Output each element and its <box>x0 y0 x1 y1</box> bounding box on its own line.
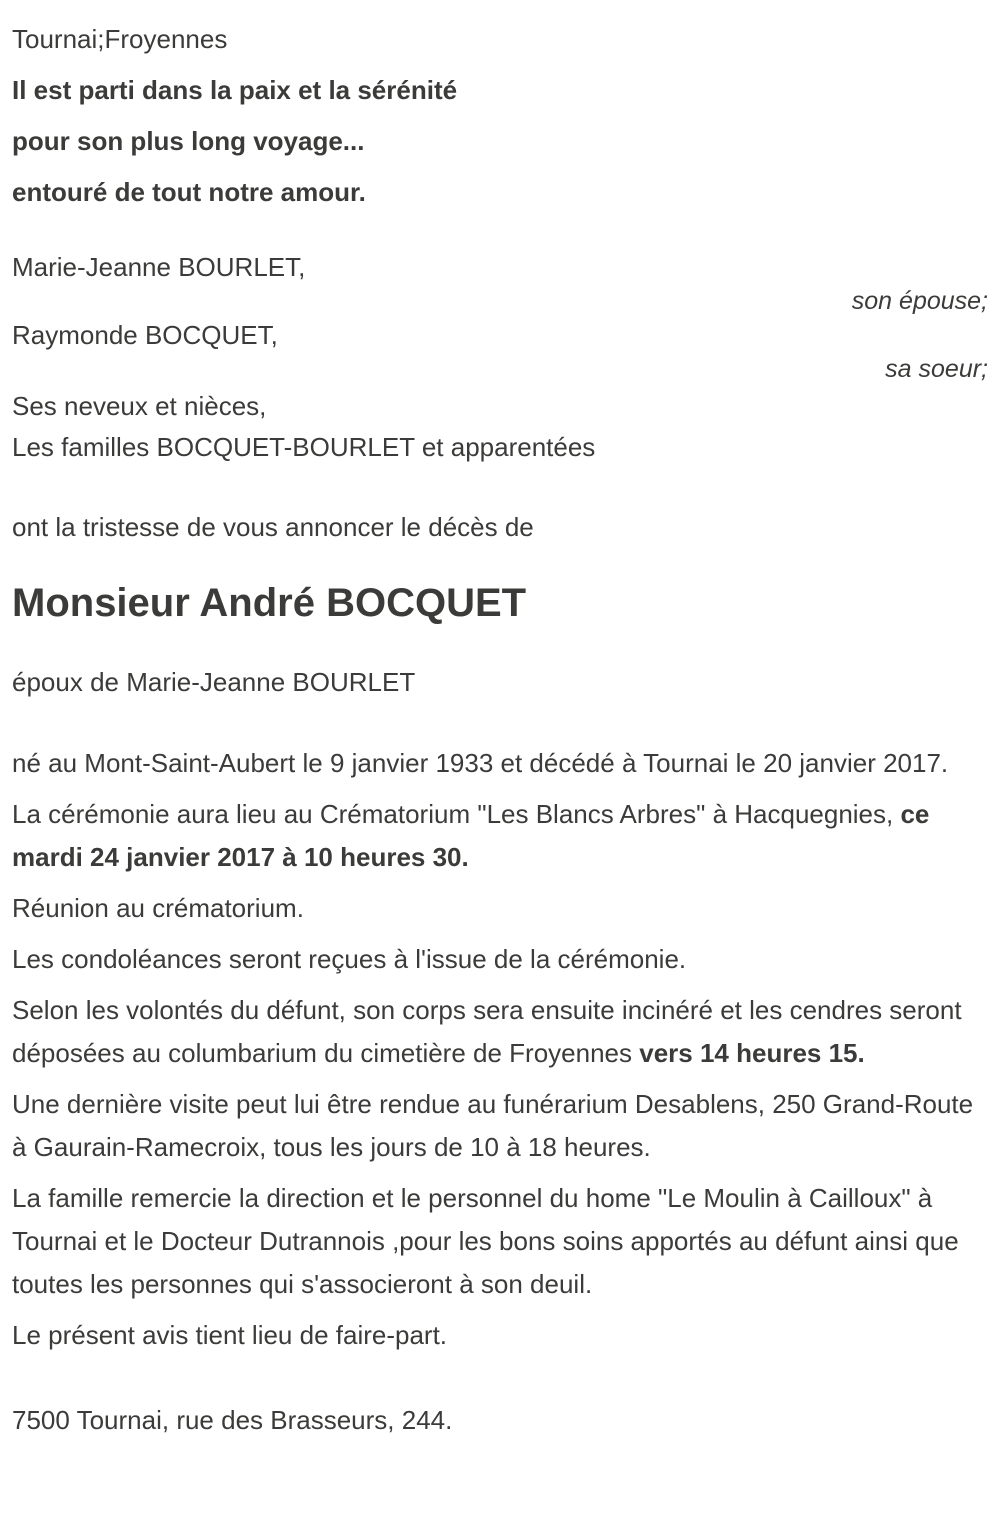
family-lines-block <box>12 386 990 468</box>
ceremony-text: La cérémonie aura lieu au Crématorium "Les Blancs Arbres" à Hacquegnies, <box>12 799 901 829</box>
dateline: Tournai;Froyennes <box>12 24 228 54</box>
cremation-time: vers 14 heures 15. <box>639 1038 865 1068</box>
relative-spouse-name: Marie-Jeanne BOURLET, <box>12 252 306 282</box>
thanks-paragraph: La famille remercie la direction et le personnel du home "Le Moulin à Cailloux" à Tournai et le Docteur Dutrannois ,pour les bons soins apportés au défunt ainsi que toutes les personnes qui s'associeront à son deuil. <box>12 1183 959 1299</box>
announcement-line: ont la tristesse de vous annoncer le décès de <box>12 512 534 542</box>
address-line: 7500 Tournai, rue des Brasseurs, 244. <box>12 1405 453 1435</box>
spouse-of-line: époux de Marie-Jeanne BOURLET <box>12 667 416 697</box>
epitaph-block <box>12 69 990 214</box>
epitaph-line-2: pour son plus long voyage... <box>12 126 365 156</box>
epitaph-line-3: entouré de tout notre amour. <box>12 177 366 207</box>
relatives-block <box>12 250 990 386</box>
deceased-name-title: Monsieur André BOCQUET <box>12 581 527 625</box>
ceremony-paragraph <box>12 793 990 879</box>
family-line-families: Les familles BOCQUET-BOURLET et apparentées <box>12 432 596 462</box>
relative-spouse-relation: son épouse; <box>851 287 988 315</box>
meeting-paragraph: Réunion au crématorium. <box>12 893 304 923</box>
relative-sister-relation: sa soeur; <box>885 355 988 383</box>
life-dates-paragraph: né au Mont-Saint-Aubert le 9 janvier 1933 et décédé à Tournai le 20 janvier 2017. <box>12 748 949 778</box>
ceremony-datetime: ce mardi 24 janvier 2017 à 10 heures 30. <box>12 799 930 872</box>
cremation-text: Selon les volontés du défunt, son corps sera ensuite incinéré et les cendres seront déposées au columbarium du cimetière de Froyennes <box>12 995 962 1068</box>
family-line-nephews: Ses neveux et nièces, <box>12 391 267 421</box>
condolences-paragraph: Les condoléances seront reçues à l'issue de la cérémonie. <box>12 944 687 974</box>
relative-sister-name: Raymonde BOCQUET, <box>12 320 278 350</box>
legal-notice-paragraph: Le présent avis tient lieu de faire-part. <box>12 1320 448 1350</box>
visit-paragraph: Une dernière visite peut lui être rendue au funérarium Desablens, 250 Grand-Route à Gaurain-Ramecroix, tous les jours de 10 à 18 heures. <box>12 1089 974 1162</box>
epitaph-line-1: Il est parti dans la paix et la sérénité <box>12 75 458 105</box>
cremation-paragraph <box>12 989 990 1075</box>
